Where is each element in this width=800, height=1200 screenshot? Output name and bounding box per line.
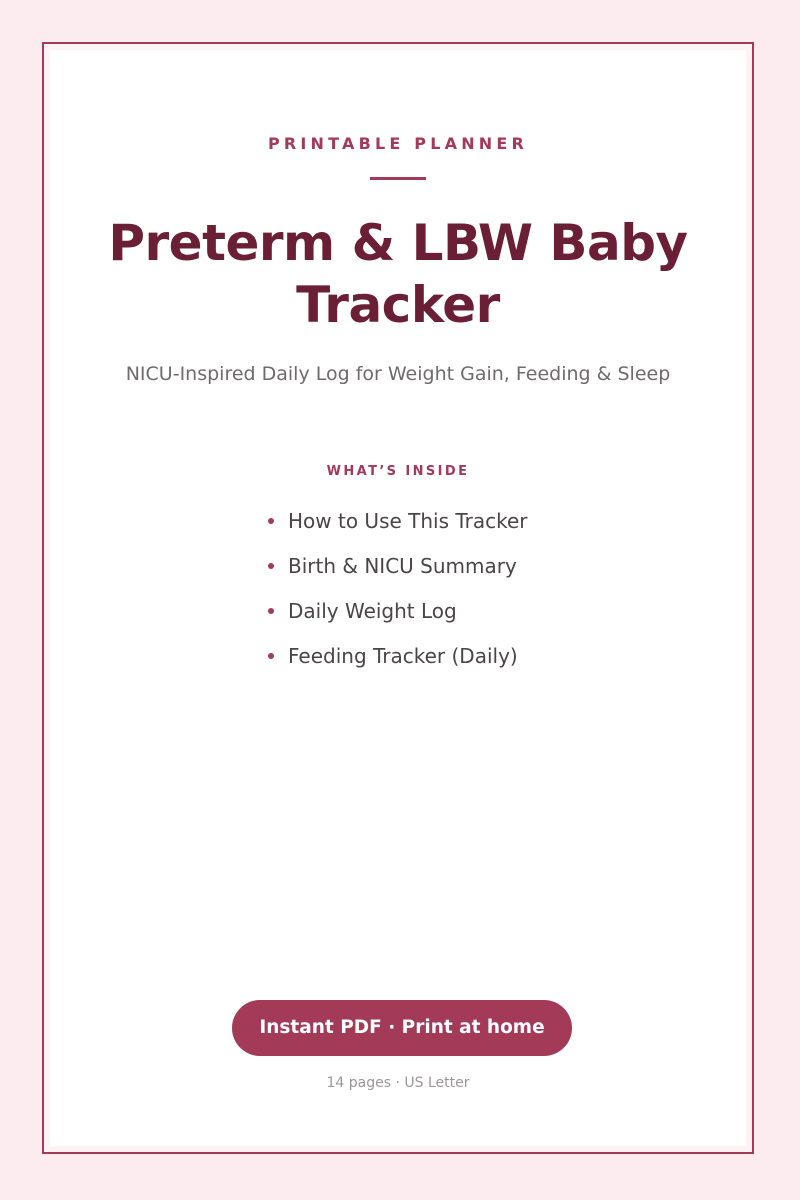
contents-list: [268, 498, 528, 678]
page-count-info: 14 pages · US Letter: [326, 1075, 470, 1091]
list-item-text: Feeding Tracker (Daily): [288, 643, 518, 668]
whats-inside-heading: WHAT’S INSIDE: [326, 464, 470, 479]
list-item-text: Birth & NICU Summary: [288, 553, 517, 578]
list-item: [268, 543, 528, 588]
instant-pdf-button[interactable]: Instant PDF · Print at home: [232, 1000, 572, 1056]
cover-card: [50, 50, 746, 1146]
list-item: [268, 633, 528, 678]
bullet-icon: [268, 563, 274, 569]
bullet-icon: [268, 653, 274, 659]
bullet-icon: [268, 518, 274, 524]
list-item-text: How to Use This Tracker: [288, 508, 528, 533]
page-frame: [42, 42, 754, 1154]
bullet-icon: [268, 608, 274, 614]
page-title: Preterm & LBW Baby Tracker: [108, 214, 688, 334]
title-divider: [370, 177, 426, 180]
list-item: [268, 498, 528, 543]
list-item: [268, 588, 528, 633]
list-item-text: Daily Weight Log: [288, 598, 457, 623]
eyebrow-label: PRINTABLE PLANNER: [267, 134, 529, 153]
page-subtitle: NICU-Inspired Daily Log for Weight Gain, Feeding & Sleep: [125, 363, 671, 385]
